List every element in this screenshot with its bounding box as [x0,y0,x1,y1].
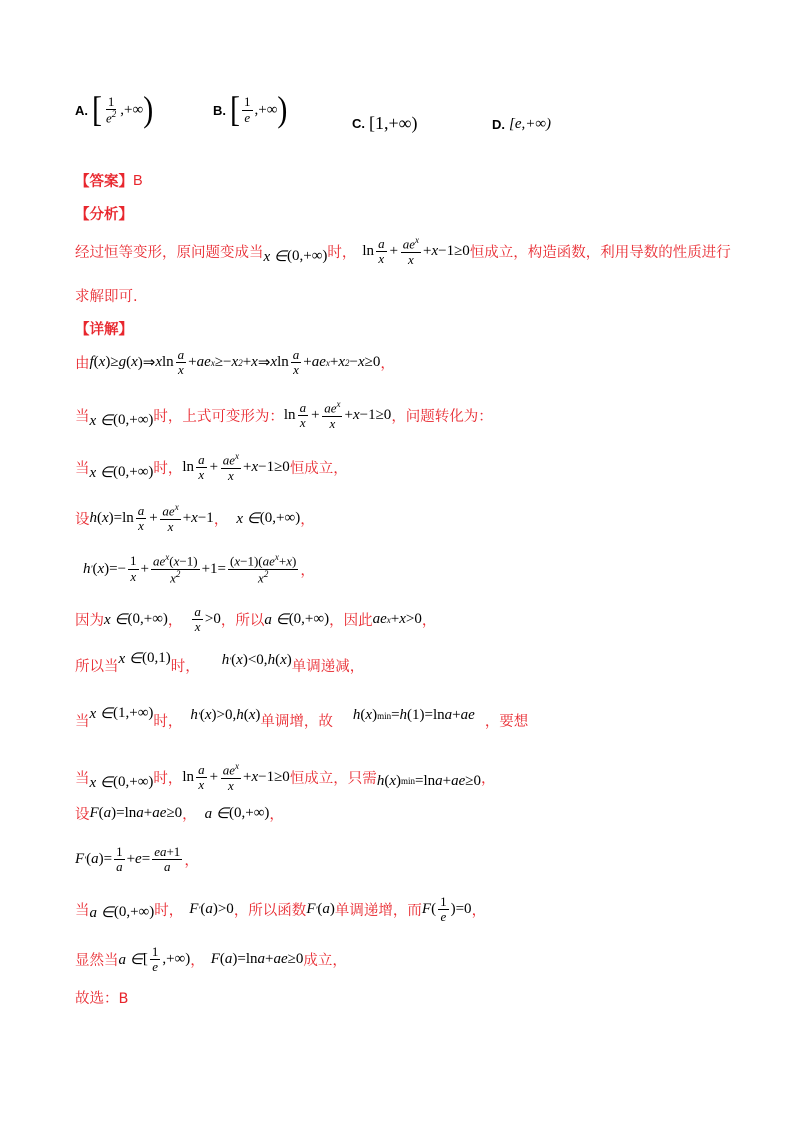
text: ， [380,356,395,373]
math-l3: ln $\frac{a}{x}$ + $\frac{ae^x}{x}$ + x −1≥0 [182,451,290,483]
answer-tag: 【答案】 [75,174,133,190]
detail-line-8 [75,705,740,731]
option-a[interactable] [75,90,154,130]
analysis-text-4: 求解即可. [75,289,138,305]
math-l11: F ' ( a )= $\frac{1}{a}$ + e = $\frac{ea+1}{a}$ [75,844,181,875]
text: ，因此 [329,613,373,630]
option-a-label: A. [75,102,88,118]
detail-line-2 [75,400,740,431]
math-domain: x ∈ (0,+∞) [89,463,154,481]
detail-line-11 [75,845,740,875]
option-a-math: [ $\frac{1}{e^2}$ ,+∞ ) [92,90,154,130]
detail-line-6 [75,605,740,635]
text: 显然当 [75,953,119,970]
text: ， [481,770,496,787]
text: ，要想 [484,714,529,730]
option-b-math: [ $\frac{1}{e}$ ,+∞ ) [230,89,288,130]
text: 单调增，故 [260,714,333,730]
text: ， [300,562,315,579]
analysis-tag: 【分析】 [75,207,133,223]
detail-line-1 [75,348,740,378]
option-d-label: D. [492,117,505,132]
text: 当 [75,408,90,425]
analysis-text-3: 恒成立，构造函数，利用导数的性质进行 [469,244,731,261]
detail-line-7 [75,650,740,676]
detail-line-9 [75,762,740,793]
text: ， [182,807,197,823]
math-l13: F ( a )=ln a + ae ≥0 [210,951,304,968]
text: 单调递增，而 [334,903,422,920]
text: ， [421,613,437,630]
text: 时， [154,903,184,920]
math-l4: h ( x )=ln $\frac{a}{x}$ + $\frac{ae^x}{x}$ + x −1 [89,502,214,534]
math-l7: h ' ( x )<0, h ( x ) [221,652,292,668]
math-l12: F ' ( a )>0 [189,901,234,918]
text: 时， [170,659,200,675]
math-domain: x ∈ (0,+∞) [263,247,328,265]
math-F-1-over-e: F ( $\frac{1}{e}$ )=0 [421,894,472,925]
text: ， [184,853,199,870]
math-l8-min: h ( x ) min = h (1)=ln a + ae [352,707,475,723]
text: 成立， [303,953,347,970]
detail-line-3 [75,452,740,483]
text: ， [213,511,229,528]
math-interval-01: x ∈ (0,1) [118,650,171,667]
text: 因为 [75,613,104,630]
text: ， [190,953,205,970]
math-a-interval: a ∈ [ $\frac{1}{e}$ ,+∞) [118,944,191,975]
math-a-domain: a ∈ (0,+∞) [264,611,330,629]
text: 时， [153,770,183,787]
text: 当 [75,714,90,730]
math-a-domain: a ∈ (0,+∞) [204,805,270,822]
detail-line-14: 故选：B [75,991,129,1007]
text: 当 [75,903,90,920]
math-l1: f ( x )≥ g ( x )⇒ x ln $\frac{a}{x}$ + ae x ≥− x 2 + x ⇒ x ln $\frac{a}{x}$ + ae x + x 2 − x ≥0 [89,347,381,378]
math-l5: h ' ( x )=− $\frac{1}{x}$ + $\frac{ae^x(x-1)}{x^2}$ +1= $\frac{(x-1)(ae^x+x)}{x^2}$ [83,552,297,585]
detail-line-5 [75,553,740,585]
text: ， [471,903,487,920]
analysis-line-1 [75,236,740,267]
math-interval-1inf: x ∈ (1,+∞) [89,705,154,722]
text: ，所以 [220,613,265,630]
math-l9: ln $\frac{a}{x}$ + $\frac{ae^x}{x}$ + x −1≥0 [182,761,290,793]
text: ， [300,511,315,528]
option-c-label: C. [352,116,365,131]
text: 当 [75,460,90,477]
analysis-text-2: 时， [327,244,357,261]
detail-line-13 [75,945,740,975]
text: 时，上式可变形为： [153,408,284,425]
math-domain: x ∈ (0,+∞) [89,411,154,429]
text: 当 [75,770,90,787]
math-positive: ae x + x >0 [372,611,422,628]
text: 所以当 [75,659,119,675]
text: ， [167,613,183,630]
answer-value: B [133,172,143,189]
text: 恒成立，只需 [289,770,377,787]
option-d-math: [e,+∞) [509,116,552,132]
math-l2: ln $\frac{a}{x}$ + $\frac{ae^x}{x}$ + x −1≥0 [283,399,392,431]
text: 恒成立， [289,460,348,477]
analysis-text-1: 经过恒等变形，原问题变成当 [75,244,264,261]
math-a-domain: a ∈ (0,+∞) [89,904,155,922]
math-domain: x ∈ (0,+∞) [104,611,168,629]
math-l9-min: h ( x ) min =ln a + ae ≥0 [376,772,482,789]
option-d[interactable] [492,116,551,133]
text: ，所以函数 [233,903,307,920]
math-inequality: ln $\frac{a}{x}$ + $\frac{ae^x}{x}$ + x −1≥0 [362,235,470,267]
text: 设 [75,511,90,528]
option-c-math: [1,+∞) [369,113,418,133]
math-a-over-x: $\frac{a}{x}$ >0 [194,604,221,635]
text: ， [269,807,284,823]
option-b-label: B. [213,102,226,118]
math-domain: x ∈ (0,+∞) [236,509,301,527]
text: ，问题转化为： [391,408,493,425]
text: 由 [75,356,90,373]
text: 单调递减， [291,659,365,675]
option-b[interactable] [213,89,288,130]
text: 时， [153,714,183,730]
math-domain: x ∈ (0,+∞) [89,773,154,791]
text: 设 [75,807,90,823]
detail-line-12 [75,895,740,925]
answer-line [75,170,740,191]
math-Fa: F ' ( a ) [306,901,335,918]
math-l10: F ( a )=ln a + ae ≥0 [89,805,183,821]
math-l8: h ' ( x )>0, h ( x ) [190,707,261,723]
detail-line-10 [75,803,740,824]
detail-tag: 【详解】 [75,322,133,338]
text: 时， [153,460,183,477]
detail-line-4 [75,503,740,534]
option-c[interactable] [352,113,417,134]
